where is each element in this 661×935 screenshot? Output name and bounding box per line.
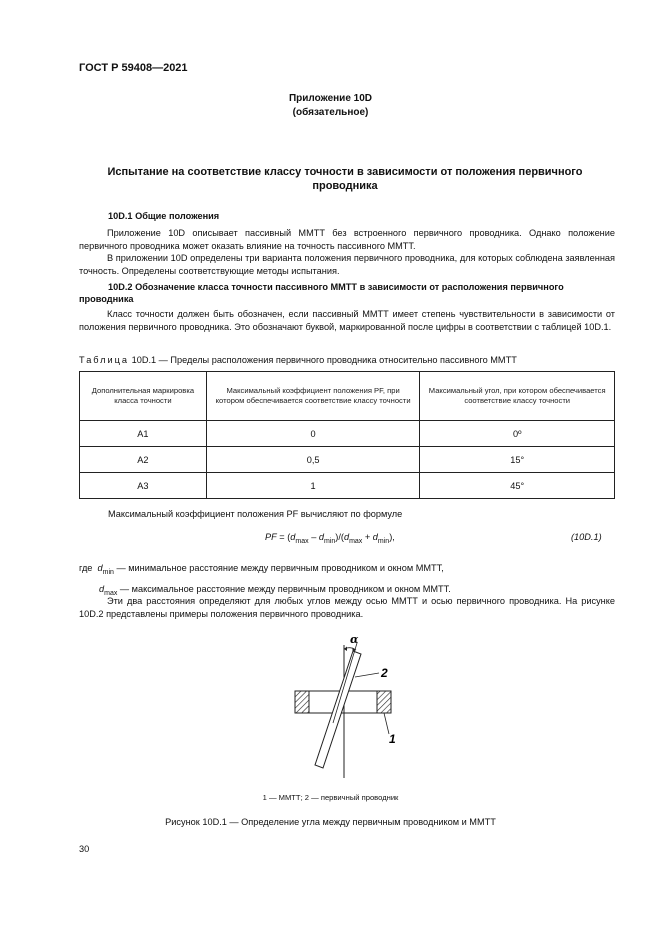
where-symbol: d — [99, 583, 105, 594]
table-cell: 1 — [206, 473, 420, 499]
table-cell: 15° — [420, 447, 615, 473]
table-caption-text: 10D.1 — Пределы расположения первичного проводника относительно пассивного ММТТ — [131, 355, 517, 365]
figure-caption: Рисунок 10D.1 — Определение угла между первичным проводником и ММТТ — [165, 817, 496, 827]
formula-symbol-d: d — [343, 532, 350, 542]
formula-symbol-d: d — [290, 532, 296, 542]
where-sub: min — [102, 568, 114, 576]
paragraph: Класс точности должен быть обозначен, если пассивный ММТТ имеет степень чувствительности в зависимости от положения первичного проводника. Это обозначают буквой, маркированной после цифры в соответствии с таблицей 10D.1. — [79, 309, 615, 332]
where-text: — максимальное расстояние между первичным проводником и окном ММТТ. — [117, 583, 451, 594]
where-word: где — [79, 563, 93, 573]
formula-sub-max: max — [349, 537, 363, 545]
section3-body — [79, 595, 615, 620]
table-cell: 45° — [420, 473, 615, 499]
table-cell: 0,5 — [206, 447, 420, 473]
conductor-figure — [285, 633, 415, 783]
table-cell: A2 — [80, 447, 207, 473]
section-heading-10d1: 10D.1 Общие положения — [108, 211, 220, 221]
formula-symbol-d: d — [318, 532, 324, 542]
where-row-min — [79, 560, 451, 581]
formula-op: ), — [389, 532, 395, 542]
table-cell: 0 — [206, 421, 420, 447]
formula-symbol-d: d — [372, 532, 378, 542]
document-title: Испытание на соответствие классу точности в зависимости от положения первичного проводника — [107, 166, 583, 192]
table-caption-word: Таблица — [79, 355, 130, 365]
table-header-cell: Максимальный коэффициент положения PF, при котором обеспечивается соответствие классу точности — [206, 372, 420, 421]
page-number: 30 — [79, 844, 90, 854]
table-cell: A1 — [80, 421, 207, 447]
table-cell: 0º — [420, 421, 615, 447]
figure-legend: 1 — ММТТ; 2 — первичный проводник — [262, 793, 399, 802]
where-sub: max — [104, 589, 118, 597]
formula-intro: Максимальный коэффициент положения PF вычисляют по формуле — [108, 509, 403, 519]
table-row — [80, 447, 615, 473]
formula-op: )/( — [335, 532, 344, 542]
formula-symbol-pf: PF — [265, 532, 277, 542]
formula-op: + — [362, 532, 373, 542]
table-row — [80, 421, 615, 447]
where-text: — минимальное расстояние между первичным проводником и окном ММТТ, — [113, 563, 444, 573]
label-2: 2 — [381, 666, 388, 680]
table-caption — [79, 355, 517, 365]
section2-body — [79, 308, 615, 333]
formula-number: (10D.1) — [571, 532, 602, 542]
leader-line-2 — [355, 673, 379, 677]
primary-conductor — [315, 651, 361, 768]
standard-number: ГОСТ Р 59408—2021 — [79, 62, 188, 74]
formula-sub-min: min — [323, 537, 336, 545]
table-cell: A3 — [80, 473, 207, 499]
appendix-title: Приложение 10D — [288, 93, 373, 104]
formula-op: = ( — [276, 532, 291, 542]
table-header-cell: Максимальный угол, при котором обеспечивается соответствие классу точности — [420, 372, 615, 421]
formula-sub-min: min — [377, 537, 390, 545]
core-section-right — [377, 691, 391, 713]
appendix-heading — [0, 92, 661, 120]
paragraph: В приложении 10D определены три варианта положения первичного проводника, для которых соблюдена заявленная точность. Определены соответствующие методы испытания. — [79, 253, 615, 276]
table-header-cell: Дополнительная маркировка класса точности — [80, 372, 207, 421]
leader-line-1 — [384, 713, 389, 734]
table-header-row — [80, 372, 615, 421]
label-1: 1 — [389, 732, 396, 746]
formula-pf — [265, 532, 395, 545]
alpha-label: α — [350, 633, 359, 646]
table-row — [80, 473, 615, 499]
section-heading-10d2: 10D.2 Обозначение класса точности пассивного ММТТ в зависимости от расположения первичного проводника — [79, 282, 564, 304]
paragraph: Эти два расстояния определяют для любых углов между осью ММТТ и осью первичного проводника. На рисунке 10D.2 представлены примеры положения первичного проводника. — [79, 596, 615, 619]
position-limits-table — [79, 371, 615, 499]
appendix-subtitle: (обязательное) — [292, 107, 369, 118]
formula-sub-max: max — [295, 537, 309, 545]
formula-op: – — [308, 532, 319, 542]
core-section-left — [295, 691, 309, 713]
section1-body — [79, 227, 615, 277]
conductor-axis — [333, 643, 357, 723]
paragraph: Приложение 10D описывает пассивный ММТТ без встроенного первичного проводника. Однако положение первичного проводника может оказать влияние на точность пассивного ММТТ. — [79, 228, 615, 251]
where-symbol: d — [97, 563, 103, 573]
